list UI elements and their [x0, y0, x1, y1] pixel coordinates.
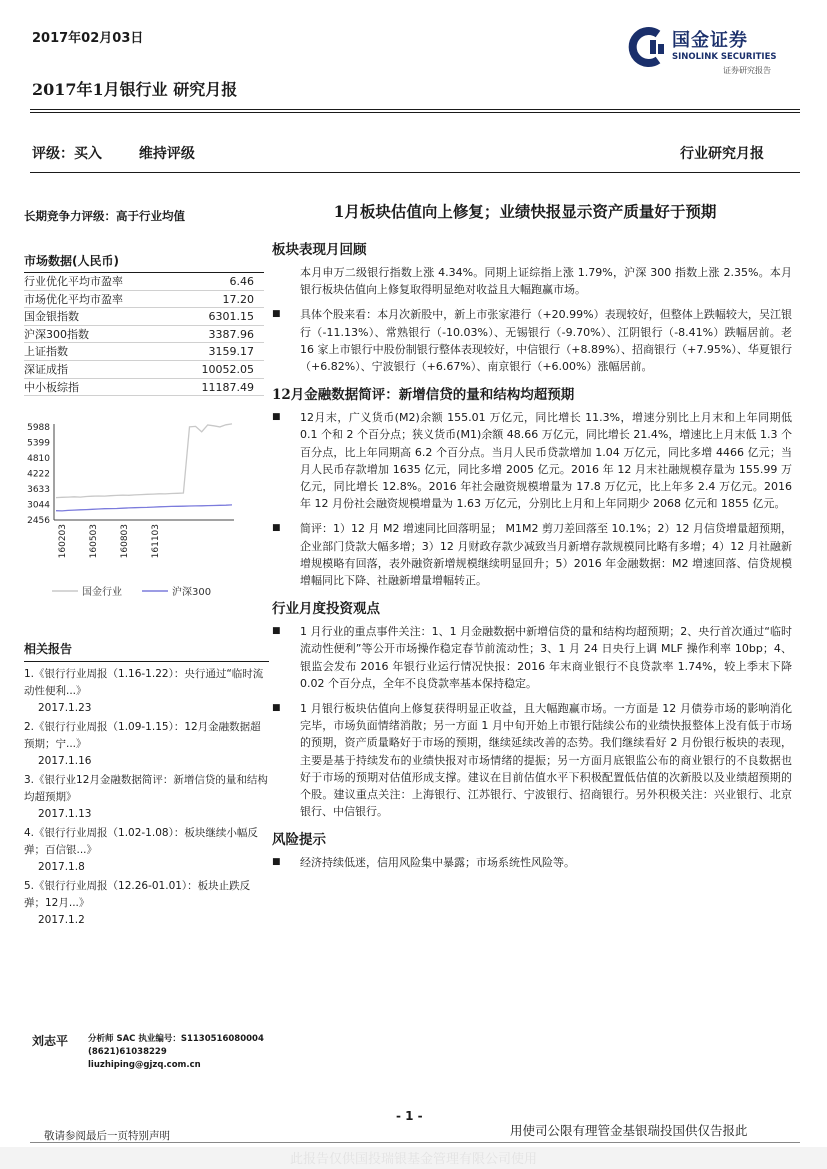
market-data-label: 行业优化平均市盈率 — [24, 275, 123, 288]
market-data-label: 中小板综指 — [24, 380, 79, 394]
market-data-label: 市场优化平均市盈率 — [24, 292, 123, 306]
related-report-date: 2017.1.23 — [38, 702, 92, 714]
related-report-date: 2017.1.13 — [38, 808, 92, 820]
market-data-row — [24, 343, 264, 361]
market-data-label: 深证成指 — [24, 362, 68, 376]
bullet-paragraph: ■ 12月末，广义货币(M2)余额 155.01 万亿元，同比增长 11.3%，增速分别比上月末和上年同期低 0.1 个和 2 个百分点；狭义货币(M1)余额 48.66 万亿元，同比增长 21.4%，增速比上月末低 1.3 个百分点，比上年同期高 6.2 个百分点。当月人民币贷款增加 1.04 万亿元，同比多增 4466 亿元；当月人民币存款增加 1635 亿元，同比多增 2005 亿元。2016 年 12 月末社融规模存量为 155.99 万亿元，同比增长 12.8%。2016 年社会融资规模增量为 17.8 万亿元，比上年多 2.4 万亿元。2016 年 12 月份社会融资规模增量为 1.63 万亿元，分别比上月和上年同期少 2068 亿元和 1855 亿元。 — [272, 409, 792, 512]
chart-x-tick-label: 160503 — [89, 524, 99, 559]
market-data-row — [24, 273, 264, 291]
rating-action: 维持评级 — [138, 146, 195, 162]
section-title-investment-view: 行业月度投资观点 — [272, 601, 380, 618]
author-email: liuzhiping@gjzq.com.cn — [88, 1060, 201, 1070]
bullet-paragraph: ■ 经济持续低迷，信用风险集中暴露；市场系统性风险等。 — [272, 854, 792, 871]
related-report-item — [24, 666, 269, 717]
related-report-item — [24, 825, 269, 876]
author-phone: (8621)61038229 — [88, 1047, 167, 1057]
market-data-label: 上证指数 — [24, 345, 68, 359]
related-report-title: 4.《银行行业周报（1.02-1.08）：板块继续小幅反弹；百信银...》 — [24, 827, 258, 856]
market-data-value: 10052.05 — [201, 362, 254, 376]
headline: 1月板块估值向上修复；业绩快报显示资产质量好于预期 — [333, 202, 717, 221]
logo-cn-text: 国金证券 — [672, 30, 748, 51]
related-report-title: 5.《银行行业周报（12.26-01.01）：板块止跌反弹；12月...》 — [24, 880, 251, 909]
footer-disclaimer: 敬请参阅最后一页特别声明 — [44, 1130, 170, 1142]
related-report-title: 1.《银行行业周报（1.16-1.22）：央行通过“临时流动性便利...》 — [24, 668, 264, 697]
footer-watermark: 此报告仅供国投瑞银基金管理有限公司使用 — [289, 1152, 537, 1167]
chart-x-tick-label: 160803 — [120, 524, 130, 559]
company-logo — [628, 22, 798, 82]
market-data-value: 6301.15 — [208, 310, 254, 324]
rating-row — [32, 143, 227, 163]
author-info — [88, 1033, 264, 1072]
chart-series-line — [56, 505, 232, 511]
chart-y-tick-label: 3044 — [27, 500, 50, 511]
related-reports — [24, 640, 269, 931]
market-data-row — [24, 379, 264, 397]
chart-y-tick-label: 5988 — [27, 423, 50, 433]
bullet-paragraph: ■ 1 月银行板块估值向上修复获得明显正收益，且大幅跑赢市场。一方面是 12 月债券市场的影响消化完毕，市场负面情绪消散；另一方面 1 月中旬开始上市银行陆续公布的业绩快报整体上没有低于市场的预期，资产质量略好于市场的预期，继续延续改善的态势。我们继续看好 2 月份银行板块的表现，主要是基于持续发布的业绩快报对市场情绪的提振；另一方面月底银监公布的商业银行的不良数据也好于市场的预期对估值形成支撑。建议在目前估值水平下积极配置低估值的次新股以及业绩超预期的个股。建议重点关注：上海银行、江苏银行、宁波银行、招商银行。另外积极关注：兴业银行、北京银行、中信银行。 — [272, 700, 792, 820]
report-title: 2017年1月银行业 研究月报 — [32, 80, 238, 99]
section-title-financial-data: 12月金融数据简评：新增信贷的量和结构均超预期 — [272, 387, 575, 404]
report-date: 2017年02月03日 — [32, 31, 144, 46]
market-data-value: 6.46 — [229, 275, 254, 288]
logo-en-text: SINOLINK SECURITIES — [672, 52, 777, 62]
chart-y-tick-label: 5399 — [27, 438, 50, 449]
related-report-item — [24, 719, 269, 770]
related-report-title: 2.《银行行业周报（1.09-1.15）：12月金融数据超预期；宁...》 — [24, 721, 261, 750]
market-data-title: 市场数据(人民币) — [24, 252, 264, 273]
related-report-item — [24, 878, 269, 929]
author-name: 刘志平 — [32, 1034, 69, 1048]
chart-legend-label: 沪深300 — [172, 587, 212, 598]
chart-y-tick-label: 4222 — [27, 469, 50, 480]
header-rule — [30, 109, 800, 110]
bullet-paragraph: ■ 1 月行业的重点事件关注：1、1 月金融数据中新增信贷的量和结构均超预期；2、央行首次通过“临时流动性便利”等公开市场操作稳定春节前流动性；3、1 月 24 日央行上调 MLF 操作利率 10bp；4、银监会发布 2016 年银行业运行情况快报：2016 年末商业银行不良贷款率 1.74%，较上季末下降 0.02 个百分点，全年不良贷款率基本保持稳定。 — [272, 623, 792, 692]
related-report-date: 2017.1.8 — [38, 861, 85, 873]
bullet-paragraph: ■ 具体个股来看：本月次新股中，新上市张家港行（+20.99%）表现较好，但整体上跌幅较大，吴江银行（-11.13%）、常熟银行（-10.03%）、无锡银行（-9.70%）、江阴银行（-8.41%）跌幅居前。老 16 家上市银行中股份制银行整体表现较好，中信银行（+8.89%）、招商银行（+7.95%）、华夏银行（+6.82%）、宁波银行（+6.67%）、南京银行（+6.00%）涨幅居前。 — [272, 306, 792, 375]
chart-y-tick-label: 4810 — [27, 454, 50, 464]
document-type: 行业研究月报 — [680, 146, 764, 162]
market-data-label: 沪深300指数 — [24, 327, 89, 341]
section-title-risk: 风险提示 — [272, 832, 326, 849]
logo-subtitle: 证券研究报告 — [723, 66, 771, 75]
related-report-date: 2017.1.2 — [38, 914, 85, 926]
market-data-row — [24, 308, 264, 326]
related-report-date: 2017.1.16 — [38, 755, 92, 767]
chart-x-tick-label: 161103 — [151, 524, 161, 559]
rating: 评级：买入 — [32, 146, 102, 162]
market-data-value: 3387.96 — [208, 327, 254, 341]
long-term-rating: 长期竞争力评级：高于行业均值 — [24, 209, 185, 223]
market-data-row — [24, 291, 264, 309]
related-report-item — [24, 772, 269, 823]
sidebar — [24, 208, 264, 396]
paragraph: 本月申万二级银行指数上涨 4.34%。同期上证综指上涨 1.79%，沪深 300 指数上涨 2.35%。本月银行板块估值向上修复取得明显绝对收益且大幅跑赢市场。 — [300, 266, 792, 297]
sinolink-logo-icon — [628, 26, 670, 68]
bullet-paragraph: ■ 简评：1）12 月 M2 增速同比回落明显； M1M2 剪刀差回落至 10.1%；2）12 月信贷增量超预期，企业部门贷款大幅多增；3）12 月财政存款少减致当月新增存款规模同比略有多增；4）12 月社融新增规模略有回落，表外融资新增规模继续明显回升；5）2016 年金融数据：M2 增速回落、信贷规模增幅同比下降、社融新增量增幅转正。 — [272, 520, 792, 589]
header-rule-2 — [30, 112, 800, 113]
market-data-value: 11187.49 — [201, 380, 254, 394]
rating-rule — [30, 172, 800, 173]
section-title-performance: 板块表现月回顾 — [272, 242, 367, 258]
chart-y-tick-label: 2456 — [27, 516, 50, 526]
chart-y-tick-label: 3633 — [27, 485, 50, 495]
market-data-value: 3159.17 — [208, 345, 254, 359]
author-sac: 分析师 SAC 执业编号：S1130516080004 — [88, 1034, 264, 1044]
related-title: 相关报告 — [24, 640, 269, 662]
index-chart — [24, 416, 250, 606]
chart-legend-label: 国金行业 — [82, 587, 122, 598]
footer-rule — [30, 1142, 800, 1143]
market-data-value: 17.20 — [222, 292, 254, 306]
footer-notice: 用使司公限有理管金基银瑞投国供仅告报此 — [510, 1123, 748, 1138]
related-list — [24, 666, 269, 929]
page-number: - 1 - — [396, 1109, 423, 1123]
main-content — [272, 200, 792, 880]
chart-series-line — [56, 424, 232, 498]
market-data-label: 国金银指数 — [24, 310, 79, 324]
chart-x-tick-label: 160203 — [58, 524, 68, 559]
market-data-row — [24, 326, 264, 344]
market-data-row — [24, 361, 264, 379]
market-data-table — [24, 273, 264, 396]
index-chart-svg — [24, 416, 250, 606]
related-report-title: 3.《银行业12月金融数据简评：新增信贷的量和结构均超预期》 — [24, 774, 268, 803]
